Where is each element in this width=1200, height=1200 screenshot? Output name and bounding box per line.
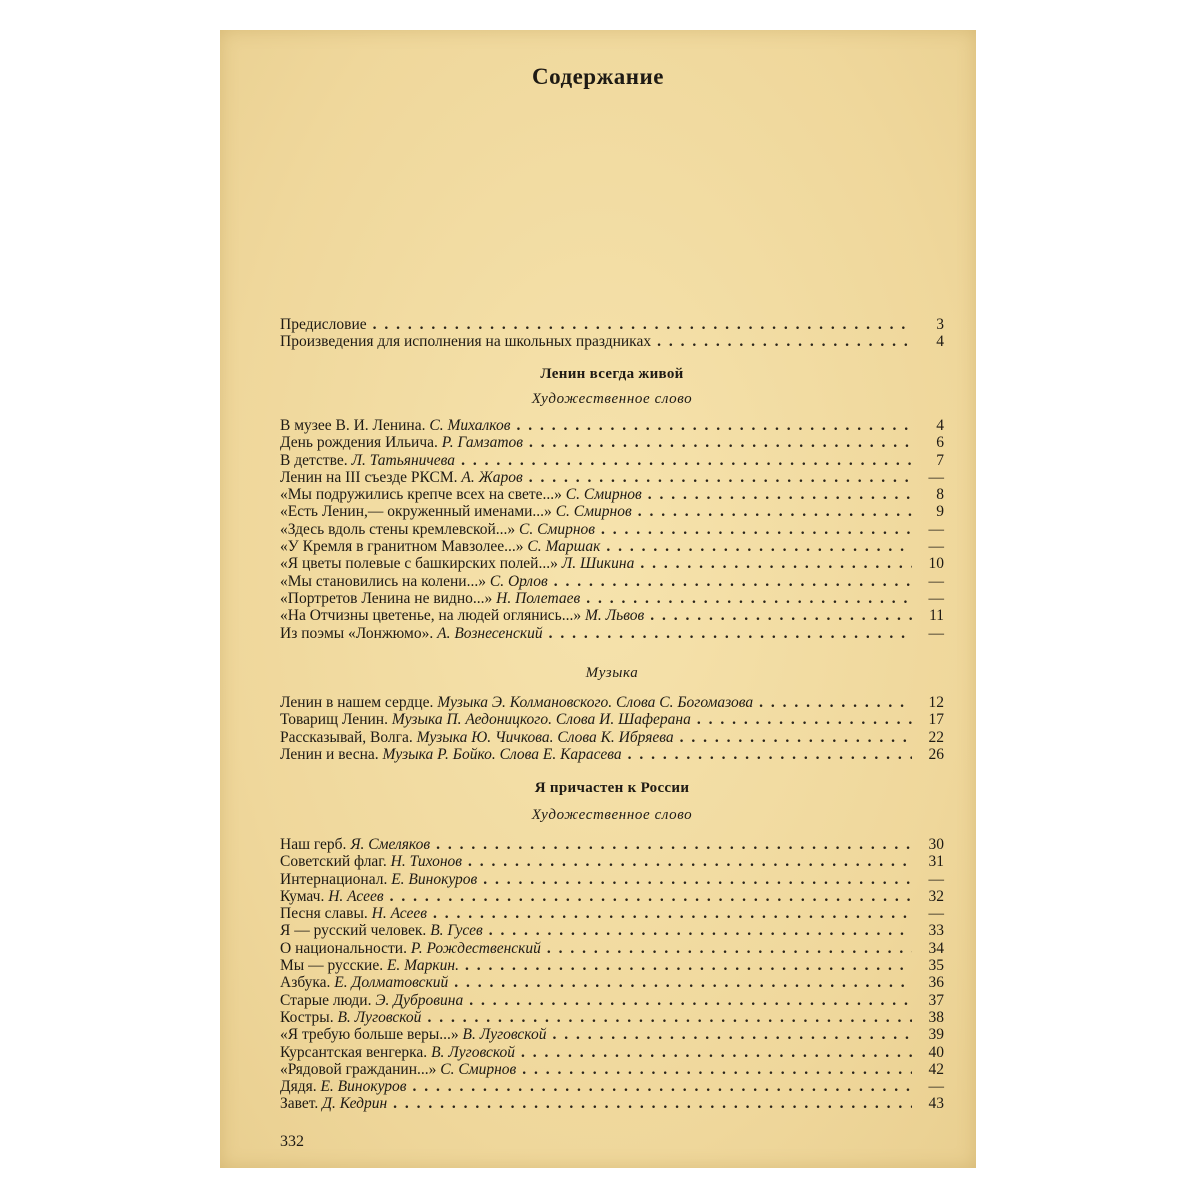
entry-title: Интернационал.	[280, 870, 388, 888]
entry-author: В. Гусев	[430, 922, 483, 940]
dot-leader	[433, 905, 912, 922]
dot-leader	[606, 538, 912, 555]
toc-list-2-1	[280, 836, 944, 1113]
toc-entry	[280, 888, 944, 905]
entry-page-number: 38	[928, 1008, 944, 1026]
toc-entry-text	[280, 1044, 515, 1061]
toc-entry	[280, 590, 944, 607]
entry-author: Музыка П. Аедоницкого. Слова И. Шаферана	[391, 711, 691, 729]
entry-author: Э. Дубровина	[375, 991, 464, 1009]
dot-leader	[640, 555, 912, 572]
entry-page-number: —	[928, 468, 944, 486]
dot-leader	[393, 1095, 912, 1112]
entry-title: «Мы подружились крепче всех на свете...»	[280, 486, 562, 504]
entry-page-number: 37	[928, 991, 944, 1009]
toc-entry-text	[280, 573, 548, 590]
toc-entry-text	[280, 905, 427, 922]
book-page	[220, 30, 976, 1168]
entry-author: Р. Рождественский	[410, 939, 541, 957]
section-heading-1: Ленин всегда живой	[540, 366, 684, 382]
entry-page-number: 36	[928, 974, 944, 992]
entry-page-number: 30	[928, 836, 944, 853]
toc-entry	[280, 746, 944, 763]
entry-author: В. Луговской	[462, 1026, 547, 1044]
toc-entry	[280, 1095, 944, 1112]
toc-entry	[280, 333, 944, 350]
dot-leader	[522, 1061, 912, 1078]
toc-entry-text	[280, 1061, 516, 1078]
toc-entry	[280, 853, 944, 870]
toc-entry-text	[280, 836, 430, 853]
toc-entry-text	[280, 434, 523, 451]
entry-title: Дядя.	[280, 1078, 317, 1096]
dot-leader	[521, 1044, 912, 1061]
toc-entry-text	[280, 486, 642, 503]
toc-entry	[280, 417, 944, 434]
entry-author: Я. Смеляков	[350, 836, 431, 853]
entry-author: Н. Асеев	[328, 887, 384, 905]
entry-author: Е. Долматовский	[334, 974, 449, 992]
toc-list-1-1	[280, 417, 944, 642]
toc-entry-text	[280, 417, 510, 434]
entry-author: С. Смирнов	[440, 1060, 517, 1078]
entry-author: Е. Винокуров	[391, 870, 478, 888]
entry-page-number: —	[928, 870, 944, 888]
toc-entry	[280, 729, 944, 746]
entry-title: День рождения Ильича.	[280, 434, 438, 452]
entry-title: Ленин на III съезде РКСМ.	[280, 468, 458, 486]
toc-entry	[280, 1026, 944, 1043]
entry-author: Р. Гамзатов	[441, 434, 523, 452]
entry-page-number: —	[928, 589, 944, 607]
entry-page-number: 32	[928, 887, 944, 905]
entry-title: Товарищ Ленин.	[280, 711, 388, 729]
dot-leader	[436, 836, 912, 853]
dot-leader	[759, 694, 912, 711]
dot-leader	[697, 711, 912, 728]
dot-leader	[454, 974, 912, 991]
dot-leader	[601, 521, 912, 538]
toc-entry	[280, 922, 944, 939]
entry-title: Костры.	[280, 1008, 334, 1026]
entry-title: Наш герб.	[280, 836, 347, 853]
entry-title: «Рядовой гражданин...»	[280, 1060, 437, 1078]
entry-author: С. Смирнов	[555, 503, 632, 521]
entry-title: «Здесь вдоль стены кремлевской...»	[280, 520, 516, 538]
toc-entry-text	[280, 538, 600, 555]
entry-title: «Портретов Ленина не видно...»	[280, 589, 493, 607]
entry-title: Произведения для исполнения на школьных праздниках	[280, 333, 652, 351]
entry-author: Л. Татьяничева	[351, 451, 456, 469]
dot-leader	[648, 486, 912, 503]
toc-entry-text	[280, 992, 463, 1009]
entry-page-number: —	[928, 905, 944, 923]
subsection-heading-2-1: Художественное слово	[531, 807, 693, 823]
entry-title: Старые люди.	[280, 991, 372, 1009]
entry-page-number: —	[928, 624, 944, 642]
dot-leader	[650, 607, 912, 624]
entry-author: А. Жаров	[461, 468, 523, 486]
toc-entry	[280, 974, 944, 991]
entry-title: В музее В. И. Ленина.	[280, 417, 426, 434]
toc-entry-text	[280, 469, 523, 486]
entry-author: М. Львов	[585, 607, 645, 625]
entry-title: Ленин в нашем сердце.	[280, 694, 434, 711]
dot-leader	[483, 871, 912, 888]
toc-entry	[280, 992, 944, 1009]
entry-author: Л. Шикина	[561, 555, 635, 573]
entry-author: А. Вознесенский	[437, 624, 543, 642]
entry-page-number: 4	[936, 333, 944, 351]
entry-author: С. Орлов	[489, 572, 548, 590]
entry-page-number: 3	[936, 316, 944, 333]
entry-author: Е. Маркин.	[386, 957, 459, 975]
toc-entry-text	[280, 503, 632, 520]
entry-title: Кумач.	[280, 887, 325, 905]
dot-leader	[489, 922, 912, 939]
toc-entry	[280, 503, 944, 520]
entry-title: Я — русский человек.	[280, 922, 427, 940]
toc-entry-text	[280, 729, 674, 746]
toc-entry	[280, 434, 944, 451]
dot-leader	[373, 316, 912, 333]
page-number: 332	[280, 1133, 304, 1150]
toc-entry	[280, 905, 944, 922]
dot-leader	[469, 992, 912, 1009]
toc-entry-text	[280, 1026, 546, 1043]
subsection-heading-1-1: Художественное слово	[531, 391, 693, 407]
dot-leader	[586, 590, 912, 607]
dot-leader	[465, 957, 912, 974]
dot-leader	[427, 1009, 912, 1026]
entry-page-number: 22	[928, 728, 944, 746]
entry-page-number: 11	[929, 607, 944, 625]
toc-entry-text	[280, 521, 595, 538]
entry-page-number: 8	[936, 486, 944, 504]
toc-entry-text	[280, 974, 448, 991]
toc-entry	[280, 1061, 944, 1078]
entry-author: Н. Тихонов	[390, 853, 463, 871]
toc-entry	[280, 940, 944, 957]
toc-entry-text	[280, 940, 541, 957]
entry-page-number: 4	[936, 417, 944, 434]
entry-title: В детстве.	[280, 451, 348, 469]
entry-page-number: 26	[928, 745, 944, 763]
toc-entry-text	[280, 333, 651, 350]
entry-author: Музыка Э. Колмановского. Слова С. Богомазова	[437, 694, 754, 711]
entry-title: Мы — русские.	[280, 957, 384, 975]
entry-title: «У Кремля в гранитном Мавзолее...»	[280, 538, 524, 556]
toc-entry	[280, 694, 944, 711]
toc-entry-text	[280, 555, 634, 572]
entry-page-number: 33	[928, 922, 944, 940]
entry-page-number: 17	[928, 711, 944, 729]
entry-author: Е. Винокуров	[320, 1078, 407, 1096]
dot-leader	[390, 888, 912, 905]
entry-page-number: 34	[928, 939, 944, 957]
dot-leader	[552, 1026, 912, 1043]
entry-page-number: 9	[936, 503, 944, 521]
entry-title: Советский флаг.	[280, 853, 387, 871]
entry-title: Завет.	[280, 1095, 319, 1113]
entry-title: О национальности.	[280, 939, 407, 957]
entry-page-number: 10	[928, 555, 944, 573]
toc-entry-text	[280, 888, 384, 905]
entry-author: Н. Полетаев	[496, 589, 581, 607]
toc-entry	[280, 486, 944, 503]
toc-entry-text	[280, 625, 543, 642]
page-title: Содержание	[532, 64, 664, 89]
toc-entry	[280, 538, 944, 555]
entry-page-number: —	[928, 520, 944, 538]
toc-entry	[280, 1009, 944, 1026]
entry-page-number: 39	[928, 1026, 944, 1044]
toc-entry	[280, 957, 944, 974]
entry-title: «Мы становились на колени...»	[280, 572, 486, 590]
entry-title: «Я цветы полевые с башкирских полей...»	[280, 555, 558, 573]
toc-entry-text	[280, 871, 477, 888]
entry-title: Азбука.	[280, 974, 331, 992]
toc-entry	[280, 452, 944, 469]
dot-leader	[461, 452, 912, 469]
toc-entry-text	[280, 590, 580, 607]
toc-entry-text	[280, 316, 367, 333]
toc-entry-text	[280, 1009, 421, 1026]
entry-title: Из поэмы «Лонжюмо».	[280, 624, 434, 642]
entry-author: С. Смирнов	[565, 486, 642, 504]
entry-page-number: 12	[928, 694, 944, 711]
dot-leader	[554, 573, 912, 590]
dot-leader	[638, 503, 912, 520]
entry-page-number: 31	[928, 853, 944, 871]
dot-leader	[529, 434, 912, 451]
entry-page-number: 35	[928, 957, 944, 975]
entry-author: Н. Асеев	[371, 905, 427, 923]
entry-page-number: —	[928, 572, 944, 590]
dot-leader	[547, 940, 912, 957]
entry-title: Курсантская венгерка.	[280, 1043, 428, 1061]
toc-entry-text	[280, 694, 753, 711]
dot-leader	[529, 469, 912, 486]
dot-leader	[516, 417, 912, 434]
entry-author: Д. Кедрин	[322, 1095, 388, 1113]
entry-author: В. Луговской	[431, 1043, 516, 1061]
entry-page-number: —	[928, 538, 944, 556]
entry-page-number: 42	[928, 1060, 944, 1078]
toc-entry	[280, 625, 944, 642]
dot-leader	[468, 853, 912, 870]
subsection-heading-1-2: Музыка	[585, 665, 639, 681]
toc-entry-text	[280, 607, 644, 624]
dot-leader	[549, 625, 912, 642]
dot-leader	[657, 333, 912, 350]
toc-entry	[280, 711, 944, 728]
toc-entry	[280, 521, 944, 538]
toc-entry-text	[280, 452, 455, 469]
entry-page-number: —	[928, 1078, 944, 1096]
section-heading-2: Я причастен к России	[534, 780, 690, 796]
entry-author: С. Михалков	[429, 417, 511, 434]
entry-author: С. Смирнов	[519, 520, 595, 538]
toc-entry-text	[280, 1078, 407, 1095]
entry-author: Музыка Ю. Чичкова. Слова К. Ибряева	[416, 728, 674, 746]
entry-title: «Есть Ленин,— окруженный именами...»	[280, 503, 552, 521]
toc-entry	[280, 555, 944, 572]
toc-entry-text	[280, 922, 483, 939]
toc-entry	[280, 1044, 944, 1061]
toc-entry	[280, 1078, 944, 1095]
toc-entry-text	[280, 853, 462, 870]
entry-page-number: 7	[936, 451, 944, 469]
entry-page-number: 40	[928, 1043, 944, 1061]
dot-leader	[680, 729, 912, 746]
toc-entry	[280, 469, 944, 486]
entry-title: Песня славы.	[280, 905, 368, 923]
entry-author: В. Луговской	[337, 1008, 422, 1026]
toc-list-1-2	[280, 694, 944, 763]
entry-page-number: 6	[936, 434, 944, 452]
toc-entry-text	[280, 711, 691, 728]
entry-page-number: 43	[928, 1095, 944, 1113]
entry-title: Ленин и весна.	[280, 745, 379, 763]
toc-entry	[280, 316, 944, 333]
front-matter-list	[280, 316, 944, 351]
toc-entry-text	[280, 957, 459, 974]
entry-title: Рассказывай, Волга.	[280, 728, 413, 746]
dot-leader	[413, 1078, 913, 1095]
entry-title: Предисловие	[280, 316, 367, 333]
toc-entry-text	[280, 1095, 387, 1112]
toc-entry	[280, 607, 944, 624]
toc-entry-text	[280, 746, 622, 763]
entry-title: «На Отчизны цветенье, на людей оглянись...»	[280, 607, 582, 625]
entry-title: «Я требую больше веры...»	[280, 1026, 459, 1044]
dot-leader	[628, 746, 912, 763]
entry-author: С. Маршак	[527, 538, 601, 556]
toc-entry	[280, 871, 944, 888]
toc-entry	[280, 573, 944, 590]
entry-author: Музыка Р. Бойко. Слова Е. Карасева	[382, 745, 622, 763]
toc-entry	[280, 836, 944, 853]
